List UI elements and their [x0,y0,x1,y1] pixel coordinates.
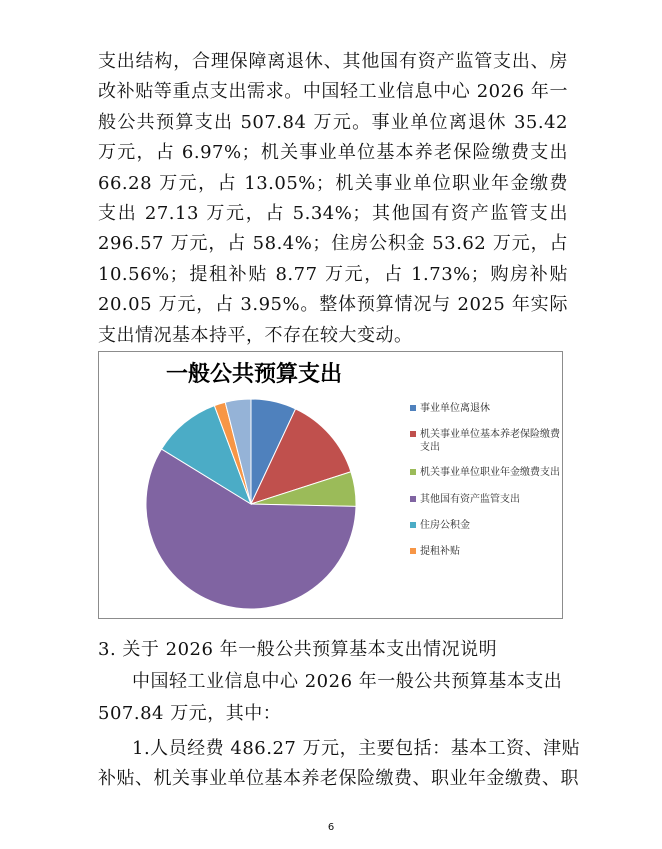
section-heading: 3. 关于 2026 年一般公共预算基本支出情况说明 [98,639,498,660]
intro-paragraph: 支出结构，合理保障离退休、其他国有资产监管支出、房改补贴等重点支出需求。中国轻工业信息中心 2026 年一般公共预算支出 507.84 万元。事业单位离退休 35.42 万元，占 6.97%；机关事业单位基本养老保险缴费支出 66.28 万元，占 13.05%；机关事业单位职业年金缴费支出 27.13 万元，占 5.34%；其他国有资产监管支出 296.57 万元，占 58.4%；住房公积金 53.62 万元，占 10.56%；提租补贴 8.77 万元，占 1.73%；购房补贴 20.05 万元，占 3.95%。整体预算情况与 2025 年实际支出情况基本持平，不存在较大变动。 [98,51,568,346]
legend-item [410,466,560,479]
legend-item [410,545,560,558]
body-text-line: 补贴、机关事业单位基本养老保险缴费、职业年金缴费、职 [98,768,579,789]
legend-swatch [410,522,416,528]
legend-label: 机关事业单位职业年金缴费支出 [420,467,560,478]
chart-legend [410,402,560,558]
legend-label: 提租补贴 [420,546,460,557]
legend-swatch [410,548,416,554]
legend-label: 事业单位离退休 [420,403,490,414]
legend-item [410,428,560,454]
legend-label: 住房公积金 [420,520,470,531]
legend-item [410,402,560,415]
body-text-line: 中国轻工业信息中心 2026 年一般公共预算基本支出 [132,671,563,692]
legend-label: 机关事业单位基本养老保险缴费支出 [420,429,560,453]
body-text-line: 1.人员经费 486.27 万元，主要包括：基本工资、津贴 [132,738,581,759]
chart-title: 一般公共预算支出 [165,362,342,387]
legend-swatch [410,469,416,475]
page-number: 6 [327,822,335,833]
pie-chart [98,351,563,619]
legend-swatch [410,496,416,502]
legend-item [410,519,560,532]
legend-swatch [410,431,416,437]
body-text-line: 507.84 万元，其中： [98,703,282,724]
legend-label: 其他国有资产监管支出 [420,494,520,505]
legend-item [410,493,560,506]
legend-swatch [410,405,416,411]
